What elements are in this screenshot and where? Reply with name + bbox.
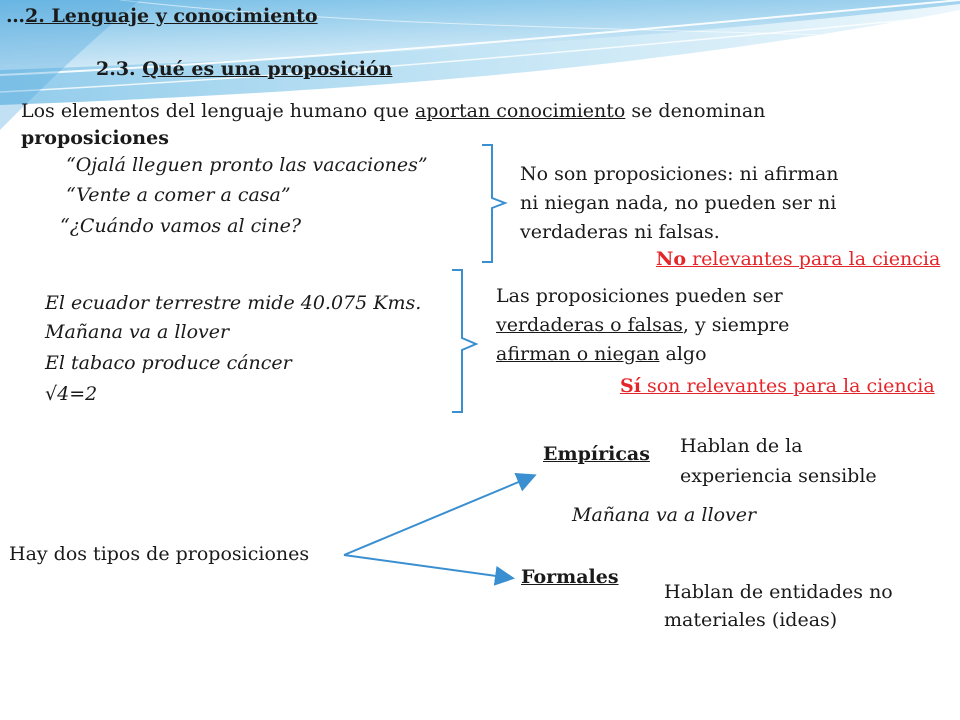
prop-example: El tabaco produce cáncer (45, 352, 292, 374)
non-prop-explanation: ni niegan nada, no pueden ser ni (520, 192, 837, 214)
formal-label: Formales (521, 566, 619, 588)
section-prefix: … (6, 5, 25, 27)
prop-example: Mañana va a llover (45, 321, 230, 343)
prop-explanation-3 (496, 340, 707, 369)
empirical-desc: experiencia sensible (680, 465, 877, 487)
non-prop-example: “Ojalá lleguen pronto las vacaciones” (66, 154, 428, 176)
subsection-number: 2.3. (96, 58, 143, 80)
non-relevance-rest: relevantes para la ciencia (686, 248, 941, 270)
non-prop-explanation: No son proposiciones: ni afirman (520, 163, 839, 185)
prop-true-false: verdaderas o falsas (496, 314, 683, 336)
relevance-strong: Sí (620, 375, 641, 397)
subsection-title: Qué es una proposición (142, 58, 393, 80)
intro-text-b: se denominan (625, 100, 766, 122)
intro-term: proposiciones (21, 127, 169, 149)
types-root: Hay dos tipos de proposiciones (9, 543, 310, 565)
intro-text-a: Los elementos del lenguaje humano que (21, 100, 415, 122)
subsection-heading (96, 55, 392, 84)
prop-explanation-3-rest: algo (659, 343, 707, 365)
empirical-desc: Hablan de la (680, 435, 803, 457)
relevance-note (620, 372, 935, 401)
intro-highlight: aportan conocimiento (414, 100, 626, 122)
prop-explanation-1: Las proposiciones pueden ser (496, 285, 783, 307)
non-relevance-strong: No (656, 248, 687, 270)
prop-affirm-deny: afirman o niegan (496, 343, 660, 365)
intro-line-1 (21, 97, 765, 126)
section-heading (6, 2, 318, 31)
empirical-label: Empíricas (543, 443, 650, 465)
prop-explanation-2 (496, 311, 789, 340)
formal-desc: Hablan de entidades no (664, 581, 893, 603)
non-prop-example: “¿Cuándo vamos al cine? (60, 215, 302, 237)
prop-example: √4=2 (45, 383, 98, 405)
non-relevance-note (656, 245, 940, 274)
non-prop-example: “Vente a comer a casa” (66, 184, 291, 206)
non-prop-explanation: verdaderas ni falsas. (520, 221, 720, 243)
formal-desc: materiales (ideas) (664, 609, 838, 631)
relevance-rest: son relevantes para la ciencia (640, 375, 935, 397)
prop-explanation-2-rest: , y siempre (682, 314, 790, 336)
prop-example: El ecuador terrestre mide 40.075 Kms. (45, 292, 422, 314)
section-title: 2. Lenguaje y conocimiento (25, 5, 318, 27)
empirical-example: Mañana va a llover (572, 504, 757, 526)
